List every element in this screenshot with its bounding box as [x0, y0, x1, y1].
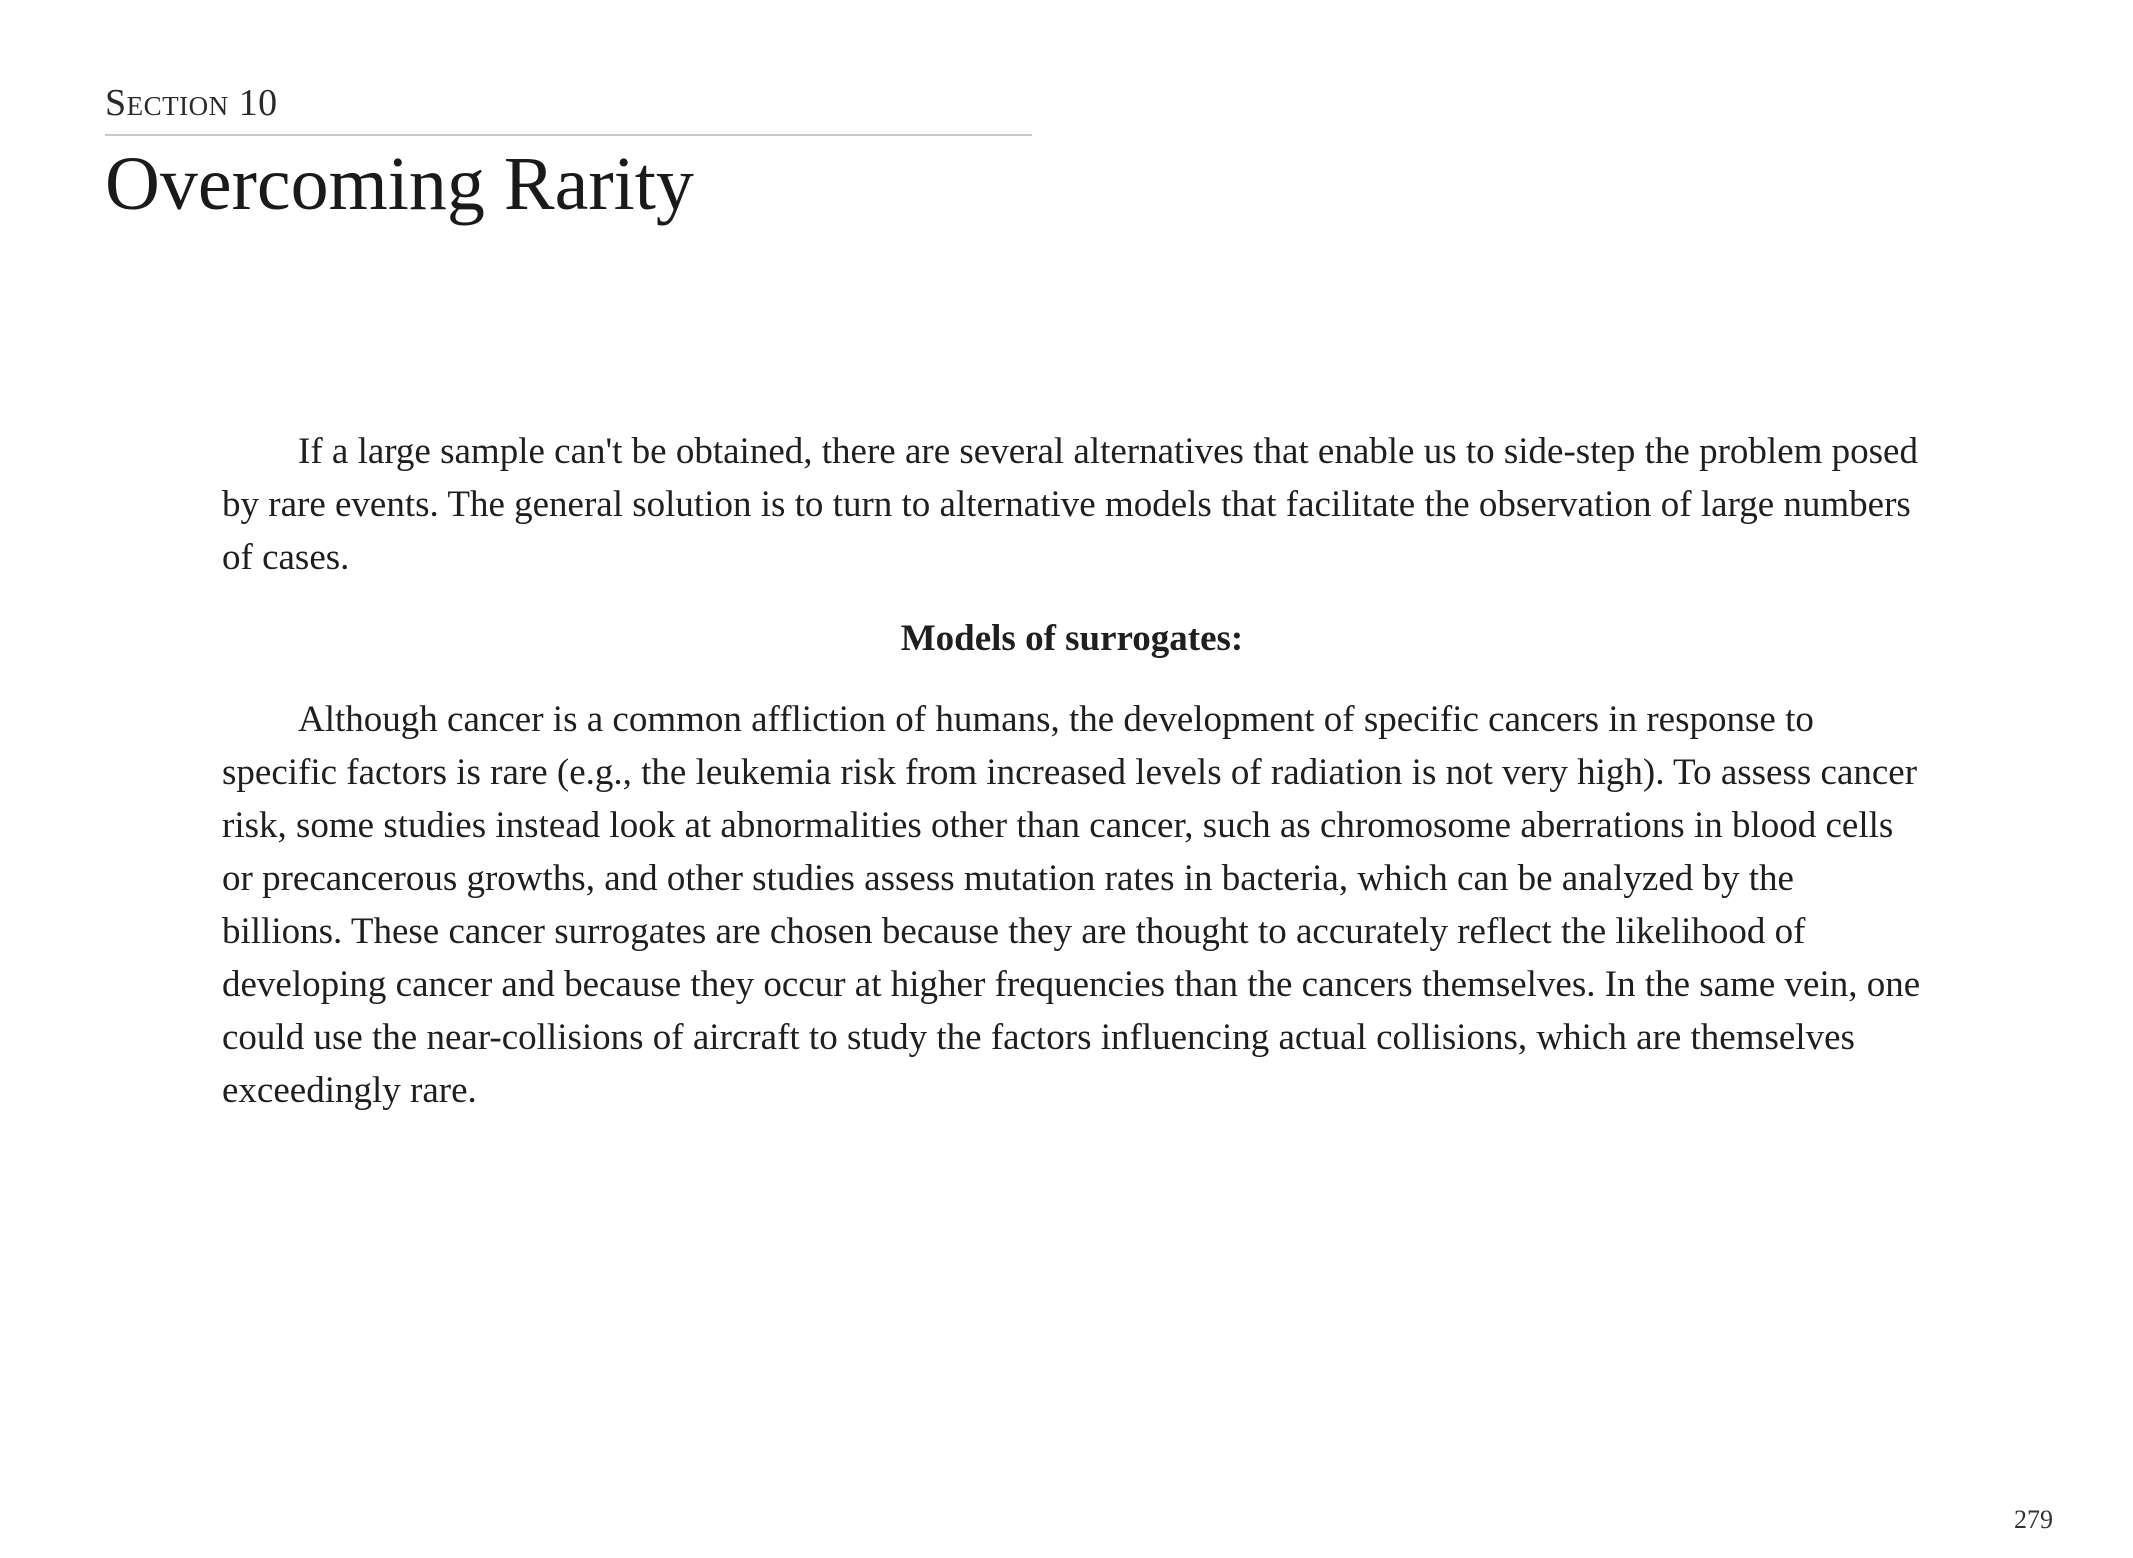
- section-title: Overcoming Rarity: [105, 142, 694, 226]
- intro-paragraph: If a large sample can't be obtained, there are several alternatives that enable us to side-step the problem posed by rare events. The general solution is to turn to alternative models that facilitate the observation of large numbers of cases.: [222, 431, 1918, 578]
- section-label: Section 10: [105, 84, 1032, 136]
- page-number: 279: [2014, 1505, 2053, 1534]
- section-header: [105, 82, 1032, 226]
- surrogates-paragraph: Although cancer is a common affliction of humans, the development of specific cancers in response to specific factors is rare (e.g., the leukemia risk from increased levels of radiation is not very high). To assess cancer risk, some studies instead look at abnormalities other than cancer, such as chromosome aberrations in blood cells or precancerous growths, and other studies assess mutation rates in bacteria, which can be analyzed by the billions. These cancer surrogates are chosen because they are thought to accurately reflect the likelihood of developing cancer and because they occur at higher frequencies than the cancers themselves. In the same vein, one could use the near-collisions of aircraft to study the factors influencing actual collisions, which are themselves exceedingly rare.: [222, 699, 1921, 1111]
- body-content: [222, 425, 1922, 1117]
- subheading-models-of-surrogates: Models of surrogates:: [900, 618, 1244, 659]
